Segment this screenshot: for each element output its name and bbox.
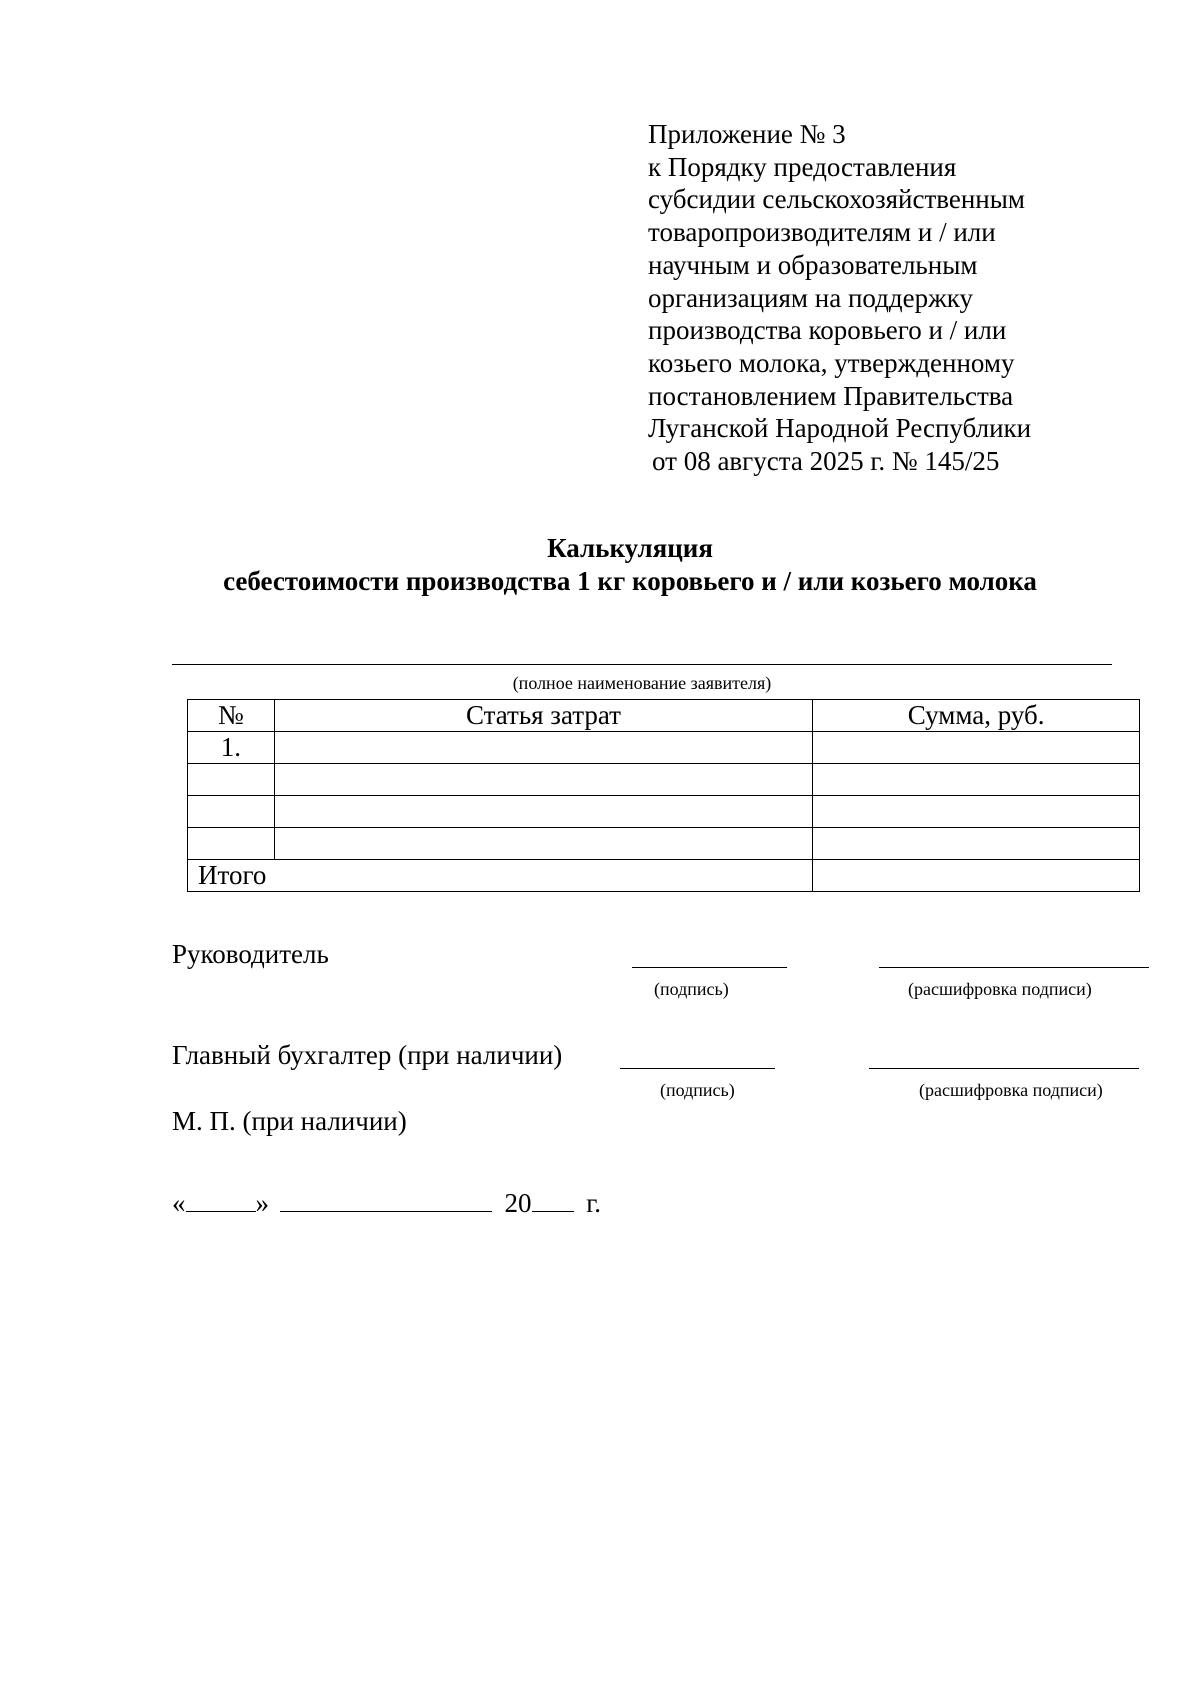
appendix-line: субсидии сельскохозяйственным <box>648 184 1025 215</box>
cost-item-cell[interactable] <box>274 764 813 796</box>
cost-item-cell[interactable] <box>274 732 813 764</box>
accountant-decoding-field[interactable] <box>869 1068 1139 1069</box>
head-decoding-field[interactable] <box>879 967 1149 968</box>
applicant-name-field[interactable] <box>172 664 1112 665</box>
date-close-quote: » <box>255 1188 269 1218</box>
title-line-2: себестоимости производства 1 кг коровьего и / или козьего молока <box>223 566 1037 596</box>
cost-table <box>187 699 1140 892</box>
head-label: Руководитель <box>172 939 329 969</box>
date-line <box>172 1183 601 1220</box>
date-year-field[interactable] <box>532 1183 574 1212</box>
row-number-cell[interactable]: 1. <box>188 732 275 764</box>
head-signature-field[interactable] <box>632 967 787 968</box>
row-number-cell[interactable] <box>188 828 275 860</box>
appendix-line: от 08 августа 2025 г. № 145/25 <box>652 446 1000 477</box>
accountant-label: Главный бухгалтер (при наличии) <box>172 1040 563 1070</box>
cost-item-cell[interactable] <box>274 828 813 860</box>
date-day-field[interactable] <box>186 1183 256 1212</box>
date-month-field[interactable] <box>280 1183 492 1212</box>
header-cost-item: Статья затрат <box>274 700 813 732</box>
appendix-line: козьего молока, утвержденному <box>648 347 1015 378</box>
appendix-line: товаропроизводителям и / или <box>648 217 996 248</box>
table-row <box>188 732 1140 764</box>
accountant-decoding-caption: (расшифровка подписи) <box>919 1080 1103 1100</box>
amount-cell[interactable] <box>813 732 1140 764</box>
document-title <box>0 532 1200 598</box>
date-open-quote: « <box>172 1188 186 1218</box>
amount-cell[interactable] <box>813 828 1140 860</box>
header-amount: Сумма, руб. <box>813 700 1140 732</box>
total-amount-cell[interactable] <box>813 860 1140 892</box>
total-label: Итого <box>188 860 813 892</box>
applicant-caption: (полное наименование заявителя) <box>512 673 772 693</box>
title-line-1: Калькуляция <box>547 533 713 563</box>
table-header-row <box>188 700 1140 732</box>
head-decoding-caption: (расшифровка подписи) <box>908 979 1092 999</box>
cost-item-cell[interactable] <box>274 796 813 828</box>
table-row <box>188 796 1140 828</box>
accountant-signature-caption: (подпись) <box>660 1080 735 1100</box>
amount-cell[interactable] <box>813 796 1140 828</box>
head-signature-row <box>172 939 1172 1009</box>
amount-cell[interactable] <box>813 764 1140 796</box>
appendix-line: Луганской Народной Республики <box>648 413 1032 444</box>
appendix-line: производства коровьего и / или <box>648 315 1007 346</box>
accountant-signature-row <box>172 1040 1172 1110</box>
accountant-signature-field[interactable] <box>620 1068 775 1069</box>
appendix-line: научным и образовательным <box>648 249 978 280</box>
stamp-note: М. П. (при наличии) <box>172 1106 407 1136</box>
table-total-row <box>188 860 1140 892</box>
table-row <box>188 764 1140 796</box>
date-year-suffix: г. <box>586 1188 602 1218</box>
header-number: № <box>188 700 275 732</box>
appendix-line: к Порядку предоставления <box>648 151 957 182</box>
appendix-line: постановлением Правительства <box>648 380 1014 411</box>
appendix-line: Приложение № 3 <box>648 119 846 149</box>
appendix-line: организациям на поддержку <box>648 282 973 313</box>
date-year-prefix: 20 <box>504 1188 532 1218</box>
row-number-cell[interactable] <box>188 796 275 828</box>
row-number-cell[interactable] <box>188 764 275 796</box>
table-row <box>188 828 1140 860</box>
head-signature-caption: (подпись) <box>654 979 729 999</box>
appendix-note <box>648 118 1088 478</box>
